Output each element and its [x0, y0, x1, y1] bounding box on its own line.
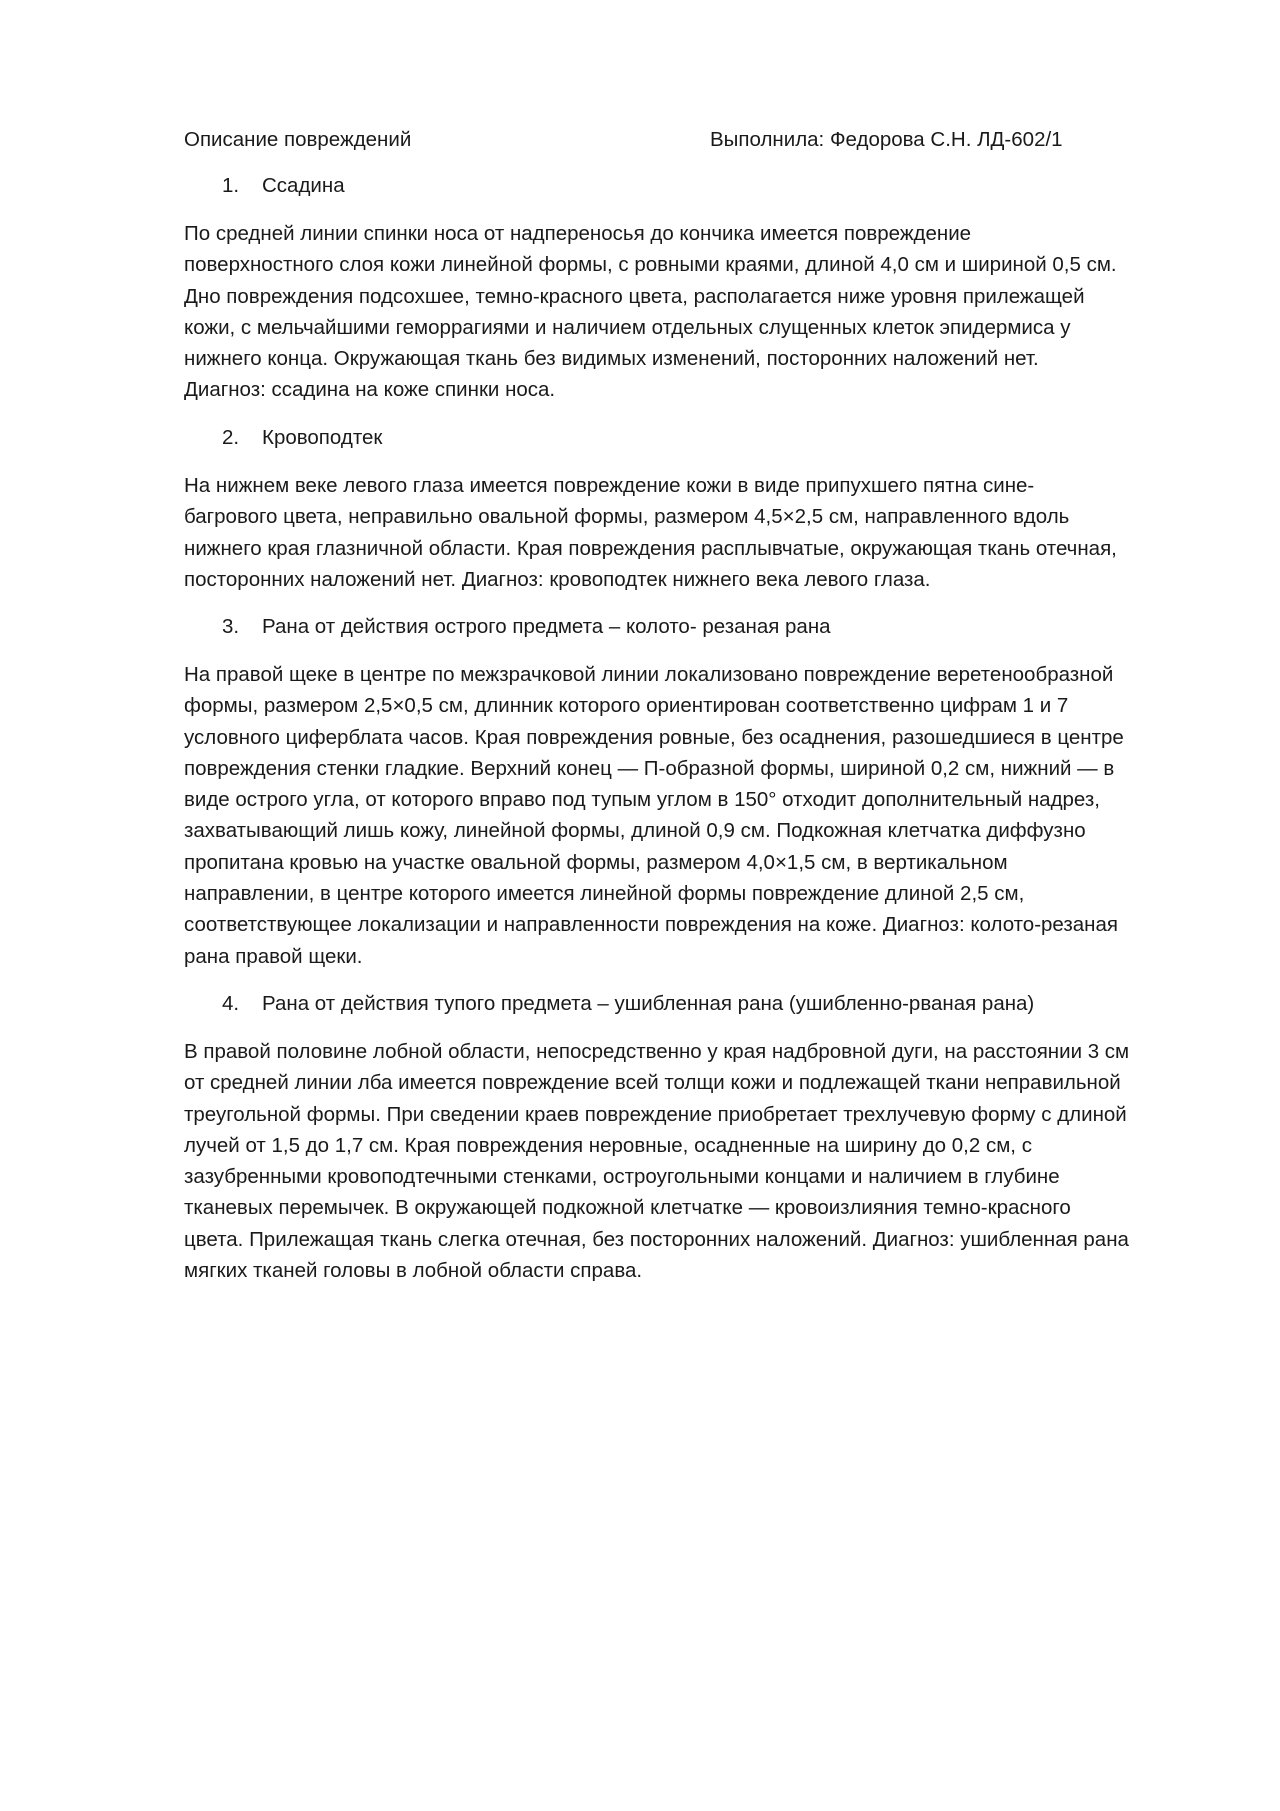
section-paragraph [184, 470, 1194, 595]
paragraph-line: пропитана кровью на участке овальной формы, размером 4,0×1,5 см, в вертикальном [184, 850, 1008, 874]
section-number: 4. [222, 992, 240, 1015]
section-blunt-wound [184, 988, 1194, 1286]
section-number: 2. [222, 426, 240, 449]
paragraph-line: формы, размером 2,5×0,5 см, длинник которого ориентирован соответственно цифрам 1 и 7 [184, 694, 1069, 718]
paragraph-line: захватывающий лишь кожу, линейной формы, длиной 0,9 см. Подкожная клетчатка диффузно [184, 819, 1086, 843]
document-header [184, 124, 1104, 156]
section-title: Рана от действия острого предмета – колото- резаная рана [262, 615, 831, 638]
section-abrasion [184, 170, 1194, 406]
paragraph-line: посторонних наложений нет. Диагноз: кровоподтек нижнего века левого глаза. [184, 567, 931, 591]
paragraph-line: На правой щеке в центре по межзрачковой линии локализовано повреждение веретенообразной [184, 663, 1114, 686]
author-info: Выполнила: Федорова С.Н. ЛД-602/1 [710, 128, 1063, 151]
paragraph-line: рана правой щеки. [184, 944, 363, 968]
section-paragraph [184, 659, 1194, 972]
section-heading [184, 422, 1194, 454]
paragraph-line: поверхностного слоя кожи линейной формы, с ровными краями, длиной 4,0 см и шириной 0,5 см. [184, 253, 1117, 277]
paragraph-line: Дно повреждения подсохшее, темно-красного цвета, располагается ниже уровня прилежащей [184, 284, 1085, 308]
paragraph-line: По средней линии спинки носа от надпереносья до кончика имеется повреждение [184, 222, 972, 245]
paragraph-line: нижнего конца. Окружающая ткань без видимых изменений, посторонних наложений нет. [184, 347, 1039, 371]
section-paragraph [184, 1036, 1194, 1286]
paragraph-line: от средней линии лба имеется повреждение всей толщи кожи и подлежащей ткани неправильной [184, 1071, 1121, 1095]
paragraph-line: нижнего края глазничной области. Края повреждения расплывчатые, окружающая ткань отечная, [184, 536, 1117, 560]
paragraph-line: В правой половине лобной области, непосредственно у края надбровной дуги, на расстоянии 3 см [184, 1040, 1130, 1063]
paragraph-line: багрового цвета, неправильно овальной формы, размером 4,5×2,5 см, направленного вдоль [184, 505, 1070, 529]
paragraph-line: виде острого угла, от которого вправо под тупым углом в 150° отходит дополнительный надрез, [184, 788, 1100, 812]
section-stab-cut-wound [184, 611, 1194, 972]
section-paragraph [184, 218, 1194, 406]
document-title: Описание повреждений [184, 128, 412, 151]
paragraph-line: направлении, в центре которого имеется линейной формы повреждение длиной 2,5 см, [184, 882, 1025, 906]
paragraph-line: Диагноз: ссадина на коже спинки носа. [184, 378, 556, 402]
section-number: 1. [222, 174, 240, 197]
section-bruise [184, 422, 1194, 595]
section-heading [184, 611, 1194, 643]
paragraph-line: повреждения стенки гладкие. Верхний конец — П-образной формы, шириной 0,2 см, нижний — в [184, 756, 1115, 780]
section-title: Рана от действия тупого предмета – ушибленная рана (ушибленно-рваная рана) [262, 992, 1035, 1015]
paragraph-line: зазубренными кровоподтечными стенками, остроугольными концами и наличием в глубине [184, 1165, 1060, 1189]
paragraph-line: кожи, с мельчайшими геморрагиями и наличием отдельных слущенных клеток эпидермиса у [184, 315, 1071, 339]
paragraph-line: лучей от 1,5 до 1,7 см. Края повреждения неровные, осадненные на ширину до 0,2 см, с [184, 1133, 1032, 1157]
section-title: Ссадина [262, 174, 345, 197]
paragraph-line: условного циферблата часов. Края повреждения ровные, без осаднения, разошедшиеся в центре [184, 725, 1124, 749]
paragraph-line: соответствующее локализации и направленности повреждения на коже. Диагноз: колото-резаная [184, 913, 1119, 937]
paragraph-line: мягких тканей головы в лобной области справа. [184, 1259, 643, 1283]
paragraph-line: тканевых перемычек. В окружающей подкожной клетчатке — кровоизлияния темно-красного [184, 1196, 1071, 1220]
paragraph-line: треугольной формы. При сведении краев повреждение приобретает трехлучевую форму с длиной [184, 1102, 1127, 1126]
paragraph-line: На нижнем веке левого глаза имеется повреждение кожи в виде припухшего пятна сине- [184, 474, 1035, 497]
section-heading [184, 988, 1194, 1020]
section-heading [184, 170, 1194, 202]
section-title: Кровоподтек [262, 426, 383, 449]
section-number: 3. [222, 615, 240, 638]
paragraph-line: цвета. Прилежащая ткань слегка отечная, без посторонних наложений. Диагноз: ушибленная рана [184, 1227, 1129, 1251]
